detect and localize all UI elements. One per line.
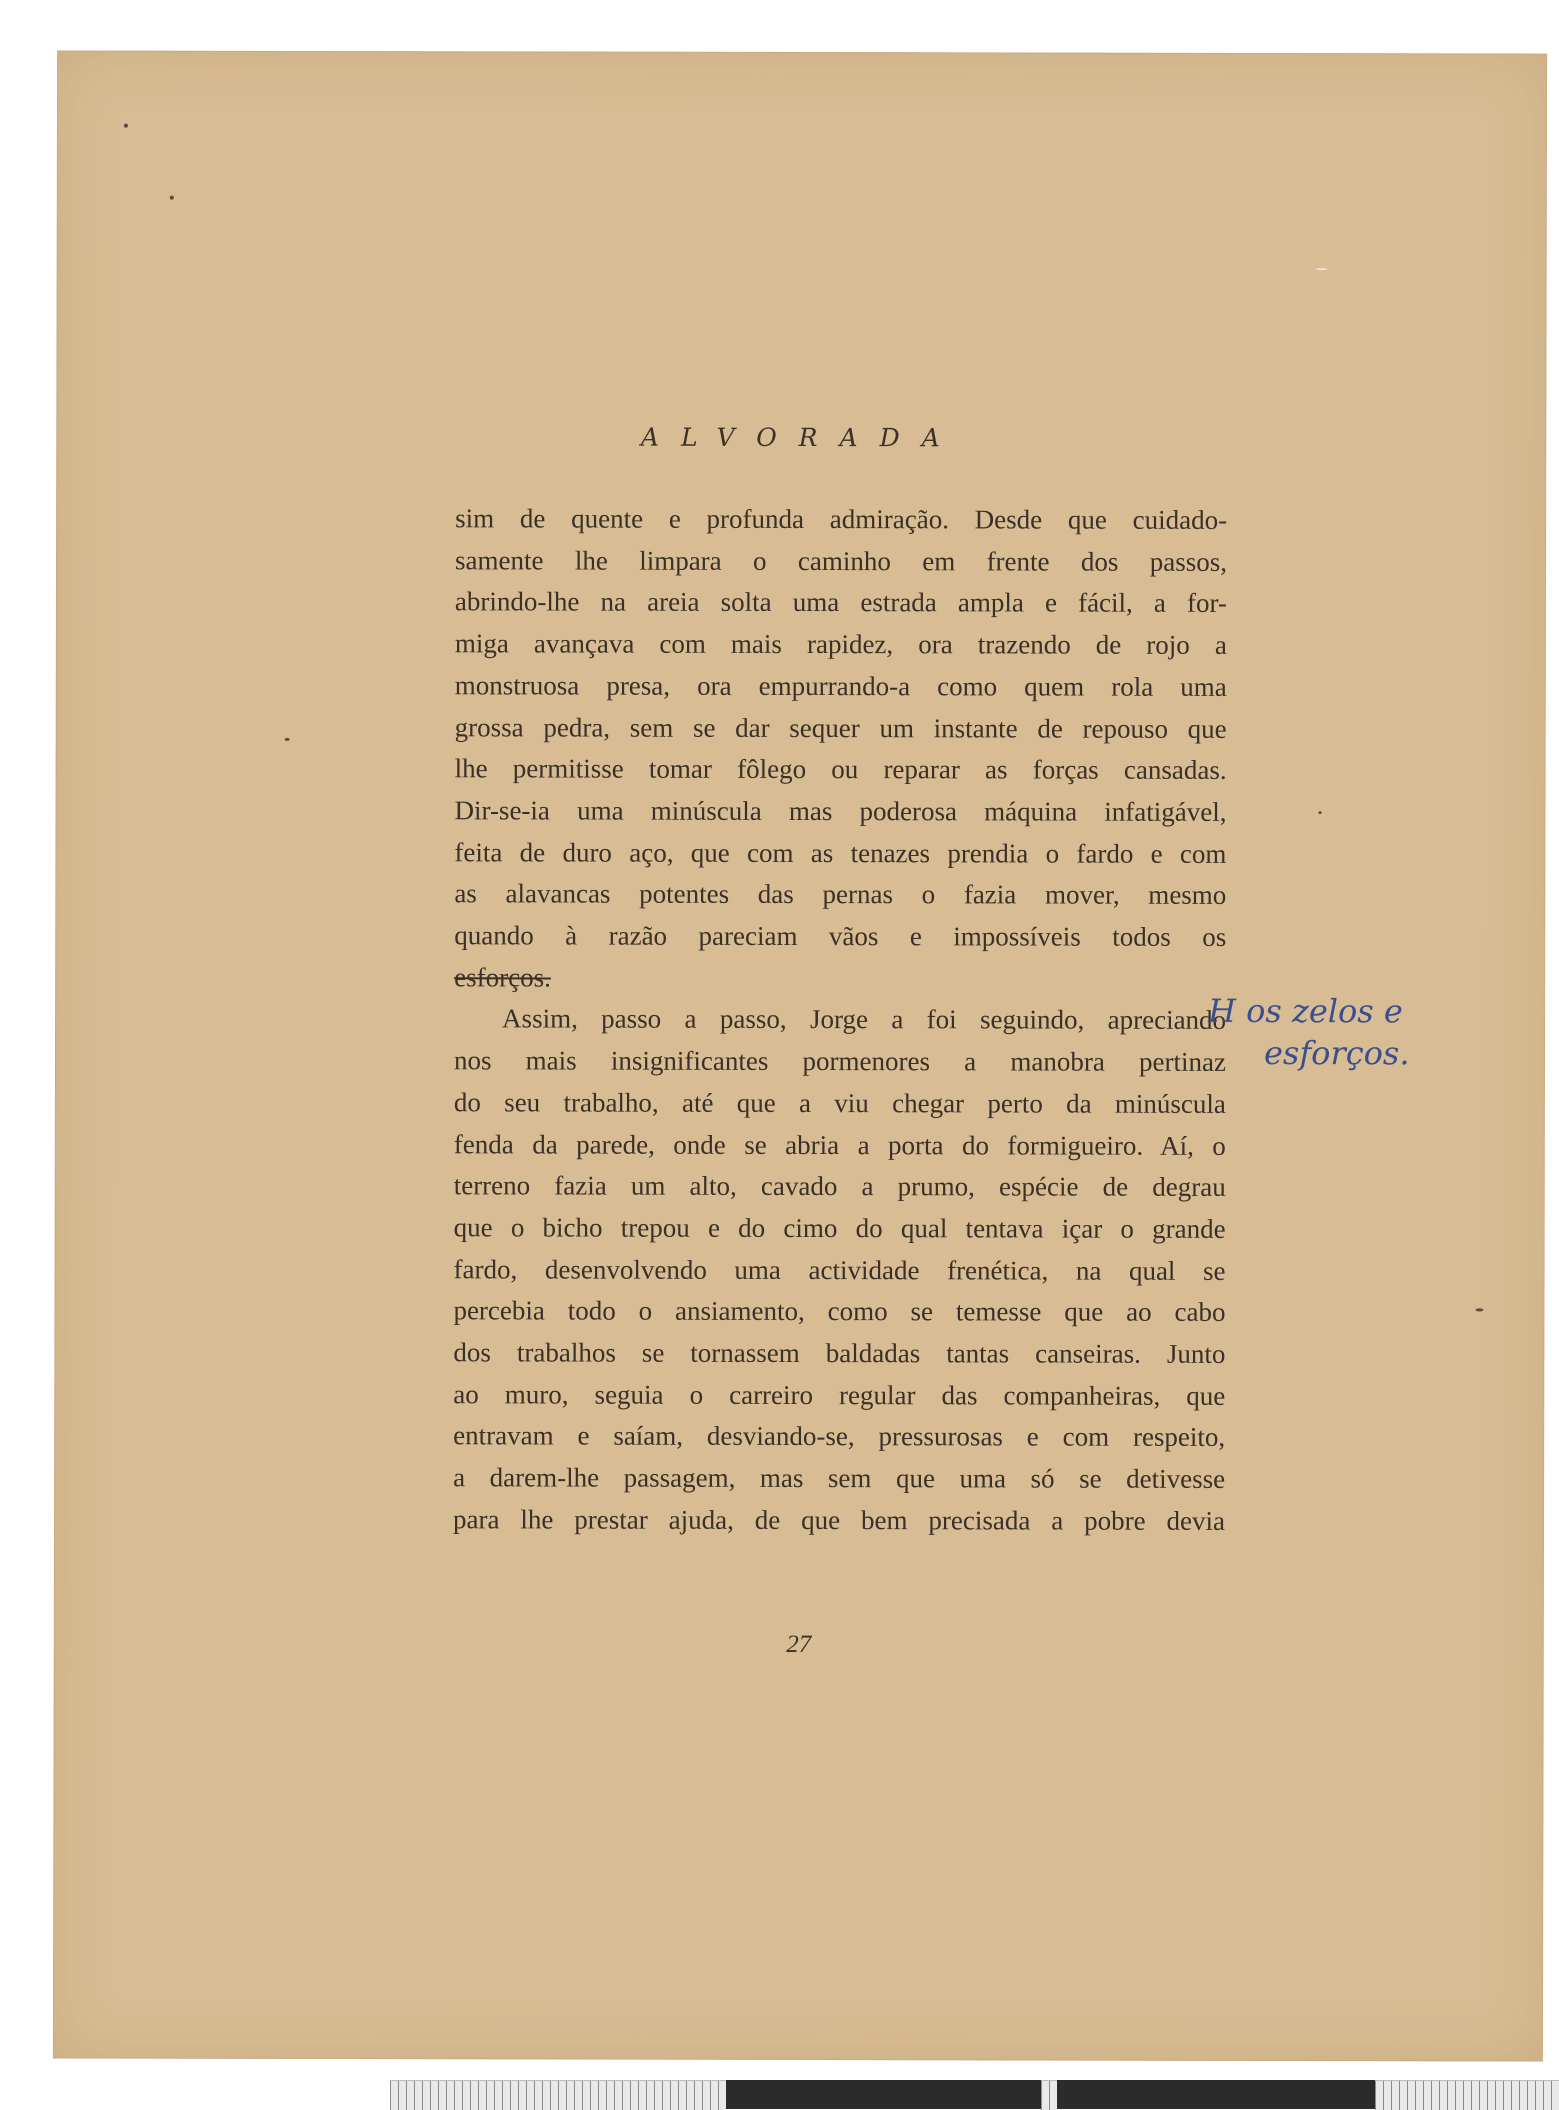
- ruler-segment: [1041, 2080, 1057, 2110]
- note-line: H os zelos e: [1208, 991, 1403, 1031]
- paper-speck: [1319, 811, 1322, 814]
- text-line: sim de quente e profunda admiração. Desde que cuidado-: [455, 503, 1228, 535]
- text-line: entravam e saíam, desviando-se, pressurosas e com respeito,: [453, 1420, 1226, 1453]
- text-line: as alavancas potentes das pernas o fazia mover, mesmo: [454, 878, 1227, 911]
- text-line: quando à razão pareciam vãos e impossíveis todos os: [454, 920, 1227, 952]
- text-line: fardo, desenvolvendo uma actividade frenética, na qual se: [453, 1253, 1226, 1286]
- struck-word: esforços.: [454, 962, 551, 993]
- text-line: Dir-se-ia uma minúscula mas poderosa máquina infatigável,: [454, 795, 1227, 827]
- paper-speck: [170, 196, 174, 200]
- paper-speck: [1475, 1308, 1483, 1311]
- text-line: feita de duro aço, que com as tenazes prendia o fardo e com: [454, 836, 1227, 869]
- manuscript-page: [54, 51, 1546, 2060]
- text-line: samente lhe limpara o caminho em frente dos passos,: [455, 544, 1228, 577]
- text-line: monstruosa presa, ora empurrando-a como quem rola uma: [454, 670, 1227, 702]
- running-header: ALVORADA: [640, 422, 962, 453]
- text-line: Assim, passo a passo, Jorge a foi seguindo, apreciando: [502, 1003, 1227, 1036]
- page-number: 27: [786, 1630, 812, 1659]
- text-line: dos trabalhos se tornassem baldadas tantas canseiras. Junto: [453, 1337, 1226, 1369]
- body-text: [453, 498, 1227, 1542]
- struck-text-line: [454, 957, 1226, 1000]
- paper-speck: [124, 124, 128, 128]
- ruler-segment: [1375, 2080, 1559, 2110]
- text-line: percebia todo o ansiamento, como se temesse que ao cabo: [453, 1295, 1226, 1328]
- text-line: nos mais insignificantes pormenores a manobra pertinaz: [453, 1045, 1227, 1078]
- ruler-segment: [726, 2080, 1041, 2109]
- ruler-segment: [1057, 2080, 1375, 2109]
- text-line: grossa pedra, sem se dar sequer um instante de repouso que: [454, 711, 1227, 744]
- paper-speck: [1316, 268, 1328, 270]
- text-line: terreno fazia um alto, cavado a prumo, espécie de degrau: [453, 1170, 1226, 1203]
- text-line: do seu trabalho, até que a viu chegar perto da minúscula: [453, 1087, 1226, 1119]
- text-line: miga avançava com mais rapidez, ora trazendo de rojo a: [454, 628, 1227, 661]
- handwritten-margin-note: [1208, 990, 1410, 1074]
- note-line: esforços.: [1263, 1033, 1410, 1073]
- text-line: fenda da parede, onde se abria a porta do formigueiro. Aí, o: [453, 1128, 1226, 1161]
- text-line: lhe permitisse tomar fôlego ou reparar as forças cansadas.: [454, 753, 1227, 786]
- text-line: que o bicho trepou e do cimo do qual tentava içar o grande: [453, 1212, 1226, 1244]
- ruler-segment: [390, 2080, 726, 2110]
- text-line: abrindo-lhe na areia solta uma estrada ampla e fácil, a for-: [454, 586, 1227, 619]
- paper-speck: [285, 738, 290, 741]
- text-line: a darem-lhe passagem, mas sem que uma só se detivesse: [453, 1462, 1226, 1495]
- text-line: para lhe prestar ajuda, de que bem precisada a pobre devia: [452, 1504, 1226, 1536]
- text-line: ao muro, seguia o carreiro regular das companheiras, que: [453, 1379, 1226, 1411]
- color-scale-ruler: [390, 2080, 1559, 2109]
